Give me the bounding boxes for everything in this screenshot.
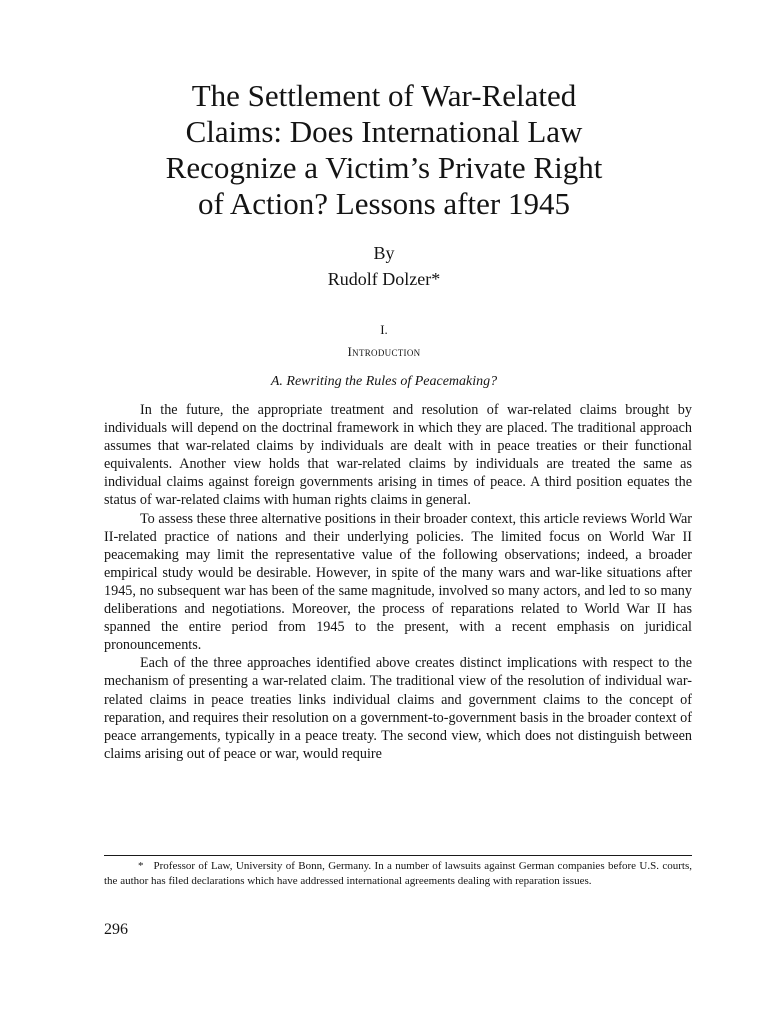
title-line: Recognize a Victim’s Private Right [165,150,603,185]
article-title [60,78,708,222]
footnote-marker: * [138,860,144,872]
author-name: Rudolf Dolzer* [327,269,441,289]
title-line: Claims: Does International Law [185,114,583,149]
footnote [104,859,692,888]
footnote-text: Professor of Law, University of Bonn, Germany. In a number of lawsuits against German companies before U.S. courts, the author has filed declarations which have addressed international agreements dealing with reparation issues. [104,860,692,887]
byline: By [373,243,395,263]
title-line: The Settlement of War-Related [191,78,577,113]
section-number: I. [380,322,388,337]
footnote-divider [104,855,692,856]
paragraph: Each of the three approaches identified above creates distinct implications with respect to the mechanism of presenting a war-related claim. The traditional view of the resolution of individual war-related claims in peace treaties links individual claims and government claims to the concept of reparation, and requires their resolution on a government-to-government basis in the broader context of peace arrangements, typically in a peace treaty. The second view, which does not distinguish between claims arising out of peace or war, would require [104,655,692,762]
paragraph: In the future, the appropriate treatment and resolution of war-related claims brought by individuals will depend on the doctrinal framework in which they are placed. The traditional approach assumes that war-related claims by individuals are dealt with in peace treaties or their functional equivalents. Another view holds that war-related claims by individuals are treated the same as individual claims against foreign governments arising in times of peace. A third position equates the status of war-related claims with human rights claims in general. [104,402,692,509]
page-number: 296 [104,921,128,938]
body-text [104,401,692,763]
paragraph: To assess these three alternative positions in their broader context, this article reviews World War II-related practice of nations and their underlying policies. The limited focus on World War II peacemaking may limit the representative value of the following observations; indeed, a broader empirical study would be desirable. However, in spite of the many wars and war-like situations after 1945, no subsequent war has been of the same magnitude, involved so many actors, and led to so many deliberations and negotiations. Moreover, the process of reparations related to World War II has spanned the entire period from 1945 to the present, with a recent emphasis on juridical pronouncements. [104,510,692,654]
title-line: of Action? Lessons after 1945 [198,186,570,221]
section-heading: Introduction [347,344,421,359]
subsection-heading: A. Rewriting the Rules of Peacemaking? [270,374,498,389]
